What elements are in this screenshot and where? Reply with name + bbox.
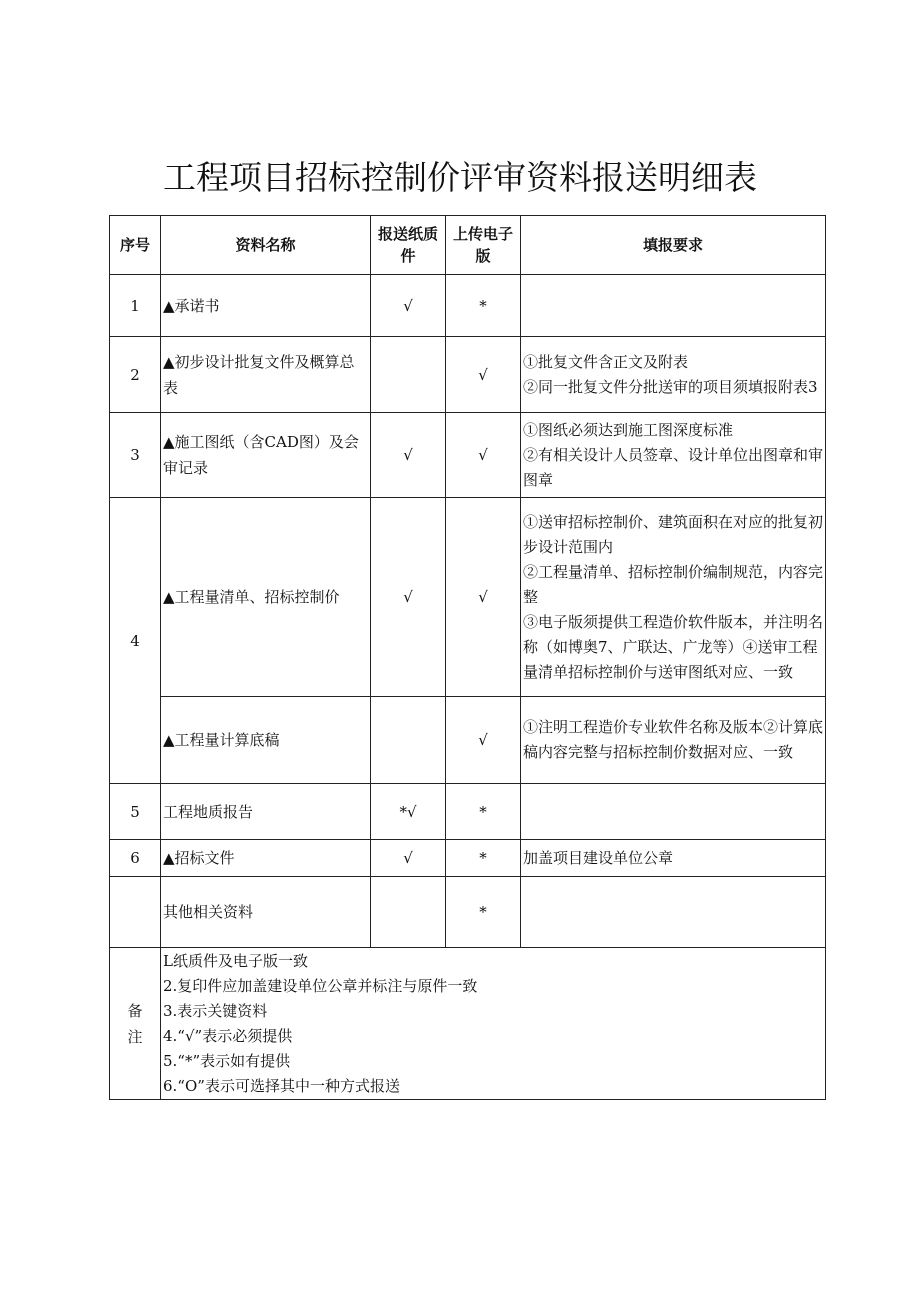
table-row: [110, 337, 826, 413]
header-row: [110, 216, 826, 275]
requirement-line: 加盖项目建设单位公章: [523, 848, 674, 867]
row-requirements: [521, 337, 826, 413]
remark-line: 2.复印件应加盖建设单位公章并标注与原件一致: [163, 976, 478, 995]
remark-line: 6.“O”表示可选择其中一种方式报送: [163, 1076, 400, 1095]
row-name: ▲初步设计批复文件及概算总表: [161, 337, 371, 413]
remarks-label: 备注: [110, 948, 161, 1100]
remark-line: 3.表示关键资料: [163, 1001, 268, 1020]
header-name: 资料名称: [161, 216, 371, 275]
row-no: 5: [110, 784, 161, 840]
row-name: ▲施工图纸（含CAD图）及会审记录: [161, 413, 371, 498]
row-digital: *: [446, 877, 521, 948]
row-paper: √: [371, 498, 446, 697]
table-row: [110, 697, 826, 784]
row-paper: [371, 337, 446, 413]
row-requirements: [521, 697, 826, 784]
remark-line: L纸质件及电子版一致: [163, 951, 308, 970]
row-requirements: [521, 877, 826, 948]
remarks-list: [161, 948, 826, 1100]
row-digital: √: [446, 498, 521, 697]
remarks-row: [110, 948, 826, 1100]
remark-line: 4.“√”表示必须提供: [163, 1026, 293, 1045]
requirement-line: ①图纸必须达到施工图深度标准: [523, 420, 734, 439]
row-no: 3: [110, 413, 161, 498]
header-paper: 报送纸质件: [371, 216, 446, 275]
row-requirements: [521, 840, 826, 877]
row-paper: √: [371, 275, 446, 337]
row-no: 6: [110, 840, 161, 877]
requirement-line: ①注明工程造价专业软件名称及版本②计算底稿内容完整与招标控制价数据对应、一致: [523, 718, 824, 761]
row-name: ▲承诺书: [161, 275, 371, 337]
row-paper: *√: [371, 784, 446, 840]
header-digital: 上传电子版: [446, 216, 521, 275]
header-no: 序号: [110, 216, 161, 275]
table-row: [110, 877, 826, 948]
row-name: ▲工程量清单、招标控制价: [161, 498, 371, 697]
requirement-line: ②同一批复文件分批送审的项目须填报附表3: [523, 377, 818, 396]
row-no: [110, 877, 161, 948]
row-no: 1: [110, 275, 161, 337]
submission-table: [109, 215, 826, 1100]
table-row: [110, 275, 826, 337]
row-no: 4: [110, 498, 161, 784]
row-no: 2: [110, 337, 161, 413]
row-name: ▲工程量计算底稿: [161, 697, 371, 784]
requirement-line: ①送审招标控制价、建筑面积在对应的批复初步设计范围内: [523, 512, 824, 556]
table-row: [110, 498, 826, 697]
row-requirements: [521, 784, 826, 840]
requirement-line: ③电子版须提供工程造价软件版本，并注明名称（如博奥7、广联达、广龙等）④送审工程量清单招标控制价与送审图纸对应、一致: [523, 612, 824, 681]
row-name: ▲招标文件: [161, 840, 371, 877]
remark-line: 5.“*”表示如有提供: [163, 1051, 291, 1070]
row-digital: *: [446, 275, 521, 337]
requirement-line: ②有相关设计人员签章、设计单位出图章和审图章: [523, 445, 824, 489]
table-row: [110, 784, 826, 840]
page-title: 工程项目招标控制价评审资料报送明细表: [163, 158, 757, 197]
row-digital: *: [446, 784, 521, 840]
row-requirements: [521, 498, 826, 697]
row-digital: √: [446, 697, 521, 784]
row-paper: [371, 697, 446, 784]
row-paper: √: [371, 840, 446, 877]
row-requirements: [521, 413, 826, 498]
row-requirements: [521, 275, 826, 337]
table-row: [110, 413, 826, 498]
row-digital: √: [446, 413, 521, 498]
row-digital: *: [446, 840, 521, 877]
table-row: [110, 840, 826, 877]
row-digital: √: [446, 337, 521, 413]
header-requirements: 填报要求: [521, 216, 826, 275]
requirement-line: ①批复文件含正文及附表: [523, 352, 689, 371]
row-paper: √: [371, 413, 446, 498]
requirement-line: ②工程量清单、招标控制价编制规范，内容完整: [523, 562, 824, 606]
row-name: 其他相关资料: [161, 877, 371, 948]
row-paper: [371, 877, 446, 948]
row-name: 工程地质报告: [161, 784, 371, 840]
